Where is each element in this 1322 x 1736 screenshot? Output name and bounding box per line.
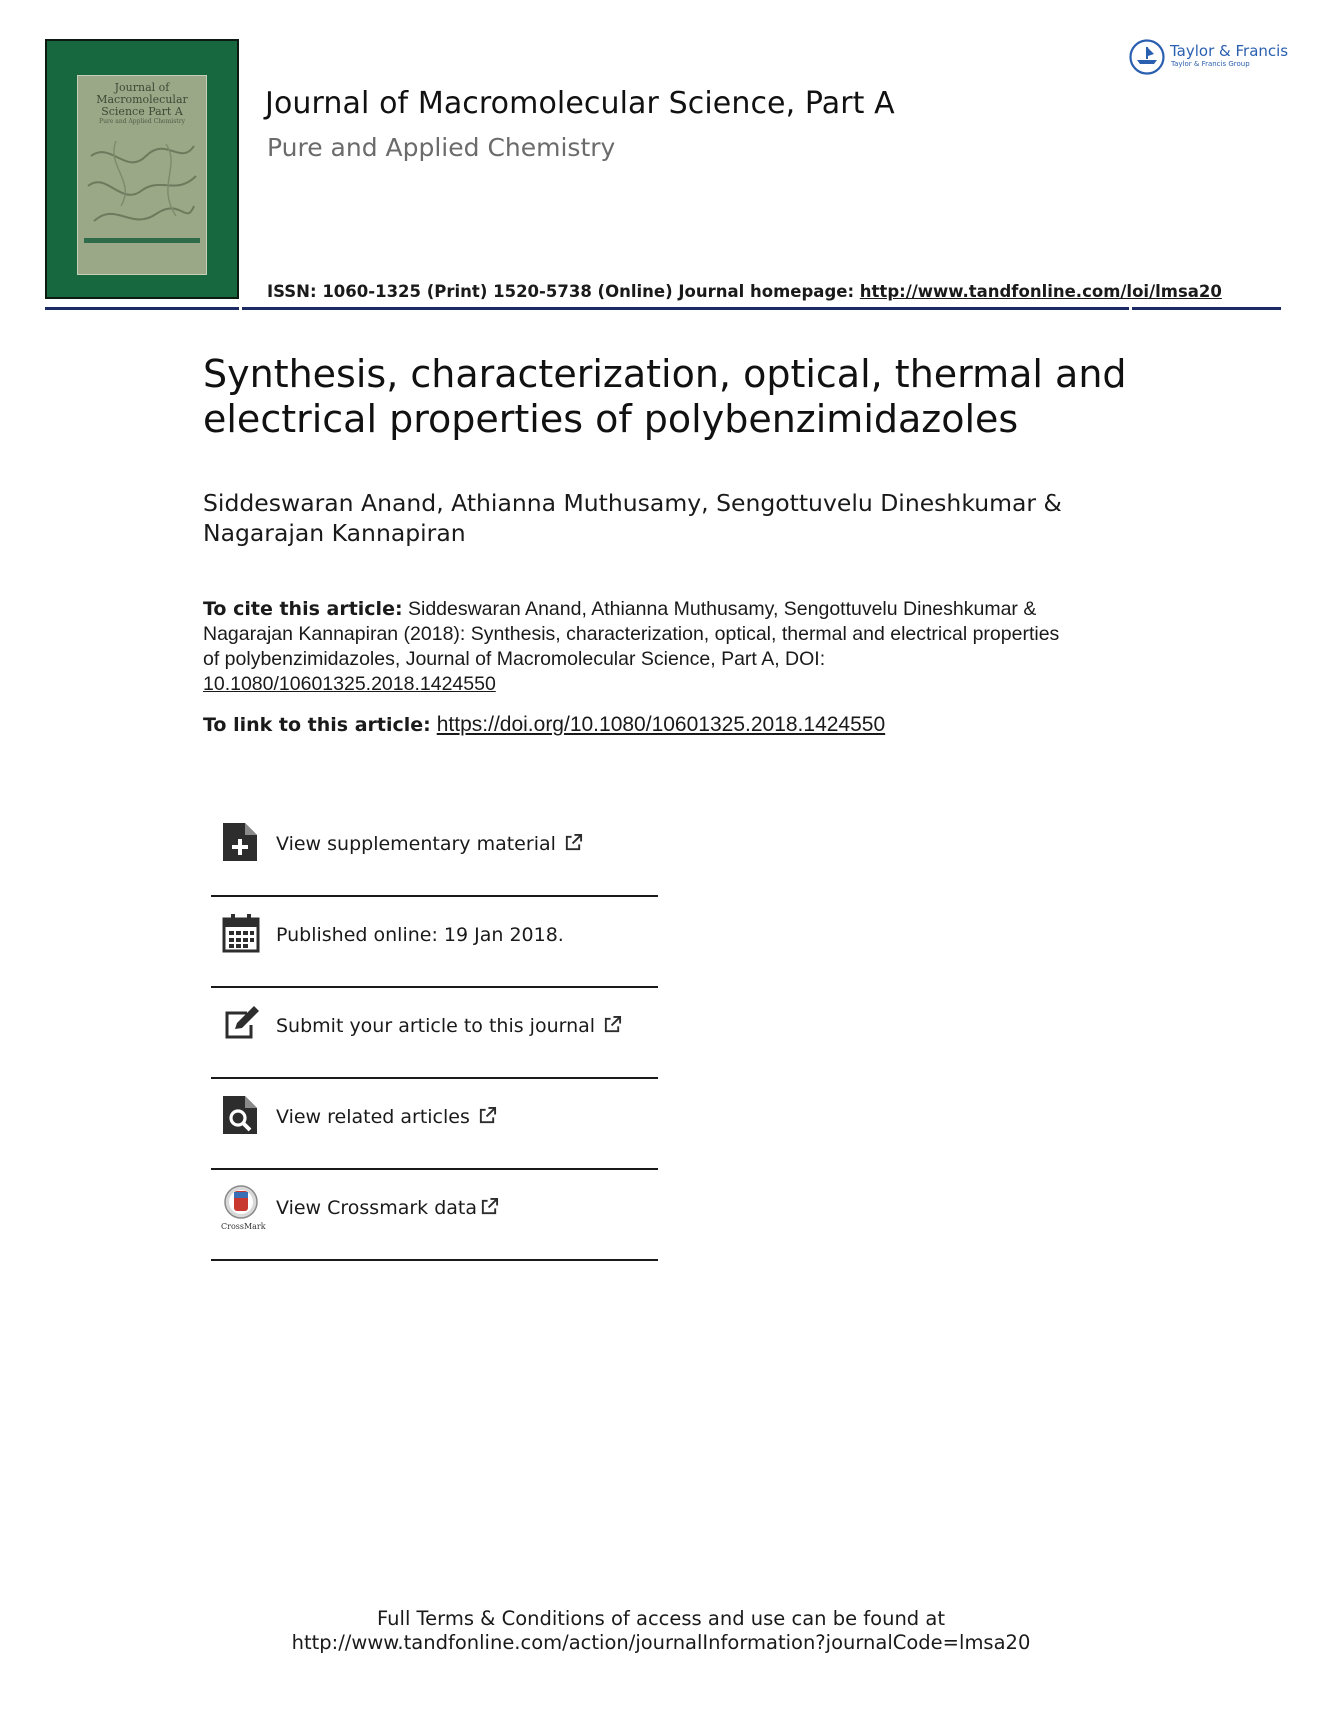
action-label-text: View Crossmark data	[276, 1197, 478, 1219]
search-document-icon	[221, 1094, 261, 1136]
action-view-supplementary[interactable]	[211, 806, 658, 897]
article-authors: Siddeswaran Anand, Athianna Muthusamy, Sengottuvelu Dineshkumar & Nagarajan Kannapiran	[203, 489, 1062, 547]
action-label-text: View supplementary material	[276, 833, 556, 855]
cover-line: Pure and Applied Chemistry	[99, 118, 185, 125]
article-doi-link[interactable]: https://doi.org/10.1080/10601325.2018.1424550	[436, 713, 886, 736]
action-label	[276, 1106, 497, 1128]
header-divider-gap	[1129, 307, 1132, 310]
external-link-icon	[564, 833, 583, 852]
action-view-crossmark[interactable]	[211, 1170, 658, 1261]
publisher-name: Taylor & Francis	[1170, 42, 1289, 60]
calendar-icon	[221, 912, 261, 954]
publisher-logo[interactable]	[1128, 38, 1288, 78]
action-label	[276, 1015, 622, 1037]
action-label: Published online: 19 Jan 2018.	[276, 924, 564, 946]
article-link-label: To link to this article:	[203, 714, 431, 736]
edit-icon	[221, 1003, 261, 1045]
crossmark-icon	[221, 1184, 261, 1226]
cover-band	[84, 238, 200, 243]
cover-pattern	[86, 136, 198, 232]
action-label-text: Submit your article to this journal	[276, 1015, 596, 1037]
article-link-row	[203, 713, 885, 737]
cover-panel	[77, 75, 207, 275]
publisher-group: Taylor & Francis Group	[1171, 60, 1250, 68]
article-title: Synthesis, characterization, optical, thermal and electrical properties of polybenzimidazoles	[203, 352, 1127, 441]
action-view-related[interactable]	[211, 1079, 658, 1170]
citation-block	[203, 597, 1073, 697]
crossmark-caption: CrossMark	[221, 1222, 266, 1231]
cover-line: Science Part A	[101, 105, 183, 118]
citation-label: To cite this article:	[203, 598, 403, 620]
footer-terms-link[interactable]: http://www.tandfonline.com/action/journalInformation?journalCode=lmsa20	[291, 1631, 1031, 1654]
article-actions-list	[211, 806, 658, 1261]
header-divider	[45, 307, 1281, 310]
action-published-date	[211, 897, 658, 988]
journal-cover	[45, 39, 239, 299]
cover-text	[78, 82, 206, 126]
footer-line: Full Terms & Conditions of access and use can be found at	[377, 1607, 945, 1630]
action-label-text: View related articles	[276, 1106, 470, 1128]
citation-text: Siddeswaran Anand, Athianna Muthusamy, Sengottuvelu Dineshkumar & Nagarajan Kannapiran (2018): Synthesis, characterization, optical, thermal and electrical properties of polybenzimidazoles, Journal of Macromolecular Science, Part A, DOI:	[203, 598, 1060, 670]
journal-title: Journal of Macromolecular Science, Part A	[265, 86, 895, 121]
action-label	[276, 833, 583, 855]
journal-homepage-link[interactable]: http://www.tandfonline.com/loi/lmsa20	[859, 282, 1222, 301]
action-submit-article[interactable]	[211, 988, 658, 1079]
external-link-icon	[603, 1015, 622, 1034]
cover-line: Macromolecular	[96, 93, 188, 106]
citation-doi-link[interactable]: 10.1080/10601325.2018.1424550	[203, 673, 496, 695]
action-label	[276, 1197, 499, 1219]
cover-line: Journal of	[114, 81, 170, 94]
journal-subtitle: Pure and Applied Chemistry	[267, 133, 616, 162]
file-plus-icon	[221, 821, 261, 863]
issn-line	[267, 282, 1222, 301]
publisher-emblem-icon	[1128, 38, 1166, 76]
issn-text: ISSN: 1060-1325 (Print) 1520-5738 (Online) Journal homepage:	[267, 282, 860, 301]
external-link-icon	[478, 1106, 497, 1125]
header-divider-gap	[239, 307, 242, 310]
external-link-icon	[480, 1197, 499, 1216]
terms-footer	[0, 1607, 1322, 1655]
